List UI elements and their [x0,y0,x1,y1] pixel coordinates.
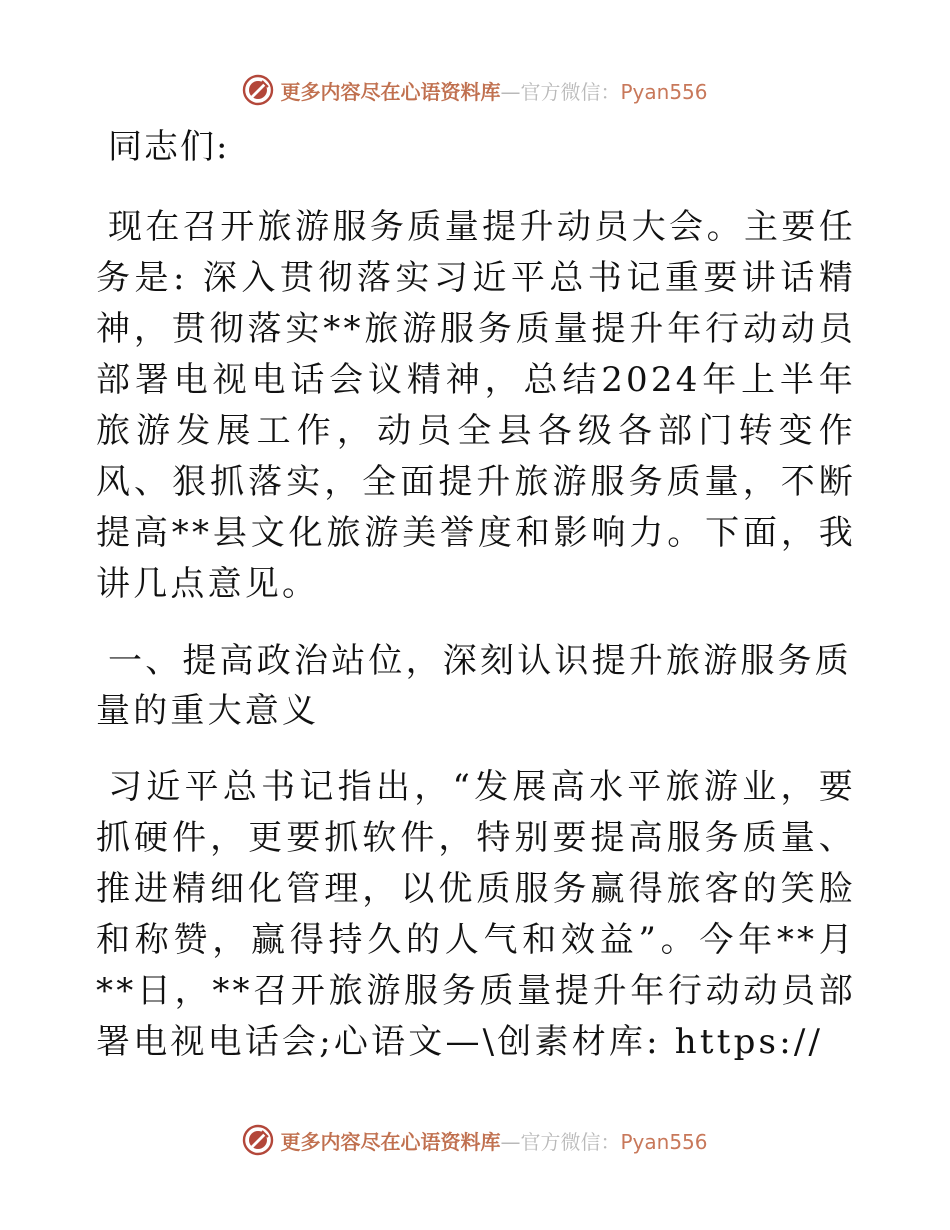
watermark-lead: 更多内容尽在心语资料库 [280,1129,501,1154]
intro-paragraph: 现在召开旅游服务质量提升动员大会。主要任务是: 深入贯彻落实习近平总书记重要讲话精神，贯彻落实**旅游服务质量提升年行动动员部署电视电话会议精神，总结2024年上半年旅游发展工作，动员全县各级各部门转变作风、狠抓落实，全面提升旅游服务质量，不断提高**县文化旅游美誉度和影响力。下面，我讲几点意见。 [96,207,856,604]
section-heading: 一、提高政治站位，深刻认识提升旅游服务质量的重大意义 [96,641,852,731]
quill-seal-icon [242,1124,274,1156]
watermark-rest: —官方微信： [500,79,621,104]
watermark-handle: Pyan556 [620,79,708,104]
watermark-text [280,76,707,105]
watermark-banner-top [0,70,950,110]
document-body [96,122,856,1094]
salutation: 同志们: [108,127,230,167]
quill-seal-icon [242,74,274,106]
watermark-handle: Pyan556 [620,1129,708,1154]
quote-paragraph: 习近平总书记指出，“发展高水平旅游业，要抓硬件，更要抓软件，特别要提高服务质量、推进精细化管理，以优质服务赢得旅客的笑脸和称赞，赢得持久的人气和效益”。今年**月**日，**召开旅游服务质量提升年行动动员部署电视电话会;心语文—\创素材库: https:// [96,767,856,1062]
watermark-text [280,1126,707,1155]
watermark-banner-bottom [0,1120,950,1160]
watermark-lead: 更多内容尽在心语资料库 [280,79,501,104]
watermark-rest: —官方微信： [500,1129,621,1154]
